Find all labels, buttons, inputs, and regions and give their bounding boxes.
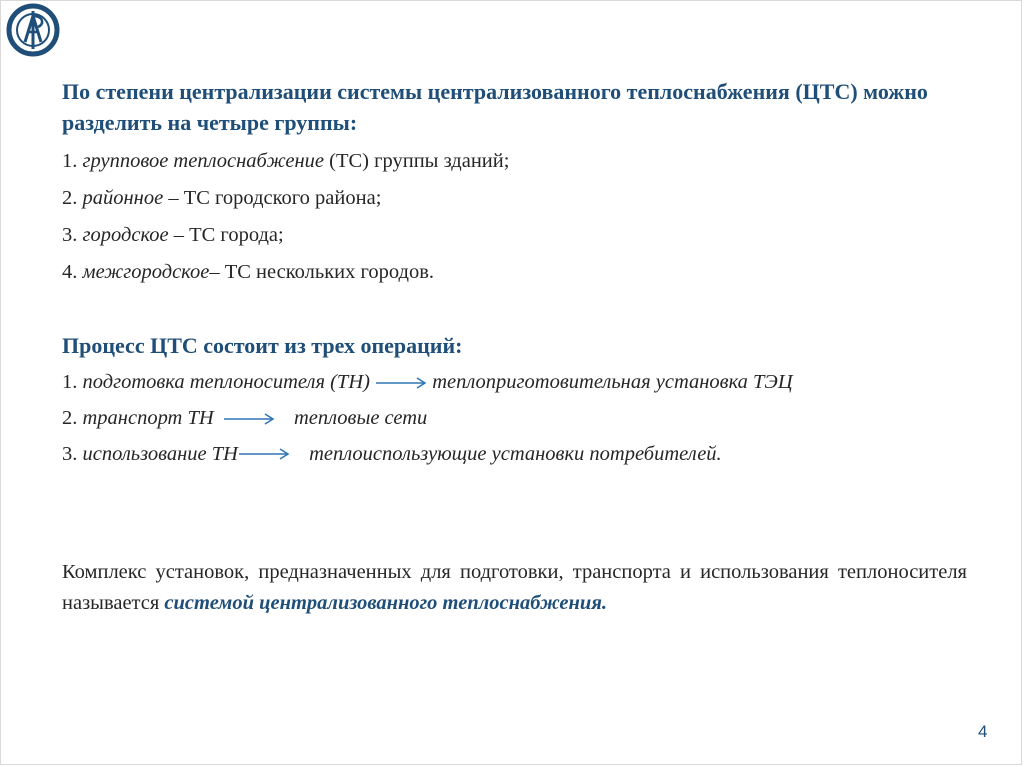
page-number: 4 (978, 722, 988, 741)
section-heading-groups: По степени централизации системы централизованного теплоснабжения (ЦТС) можно разделить на четыре группы: (62, 79, 928, 135)
item-number: 2. (62, 187, 78, 209)
definition-paragraph (62, 557, 967, 619)
item-number: 1. (62, 150, 78, 172)
item-term: городское (82, 224, 169, 246)
list-item (62, 148, 968, 175)
item-term: подготовка теплоносителя (ТН) (82, 371, 370, 393)
list-item (62, 259, 968, 286)
item-number: 1. (62, 371, 78, 393)
definition-emphasis: системой централизованного теплоснабжения. (164, 592, 608, 614)
item-term: групповое теплоснабжение (82, 150, 324, 172)
item-text: – ТС города; (168, 224, 284, 246)
university-emblem-icon (5, 2, 61, 58)
list-item (62, 369, 968, 397)
list-item (62, 185, 968, 212)
item-text: – ТС городского района; (163, 187, 382, 209)
item-term: использование ТН (82, 442, 238, 465)
definition-text: Комплекс установок, предназначенных для подготовки, транспорта и использования теплоносителя называется (62, 561, 967, 614)
item-text: (ТС) группы зданий; (324, 150, 510, 172)
slide-content (62, 76, 968, 468)
item-number: 2. (62, 406, 78, 429)
list-item (62, 222, 968, 249)
item-target: тепловые сети (293, 406, 428, 429)
groups-list (62, 148, 968, 286)
item-text: – ТС нескольких городов. (209, 261, 435, 283)
section-heading-operations: Процесс ЦТС состоит из трех операций: (62, 333, 463, 358)
right-arrow-icon (375, 370, 427, 397)
right-arrow-icon (238, 441, 290, 468)
item-number: 3. (62, 442, 78, 465)
item-term: районное (82, 187, 164, 209)
item-term: межгородское (82, 261, 210, 283)
operations-list (62, 369, 968, 468)
item-target: теплоиспользующие установки потребителей. (309, 442, 722, 465)
list-item (62, 405, 968, 433)
item-target: теплоприготовительная установка ТЭЦ (432, 371, 793, 393)
item-term: транспорт ТН (82, 406, 214, 429)
list-item (62, 441, 968, 469)
item-number: 3. (62, 224, 78, 246)
right-arrow-icon (223, 406, 275, 433)
item-number: 4. (62, 261, 78, 283)
